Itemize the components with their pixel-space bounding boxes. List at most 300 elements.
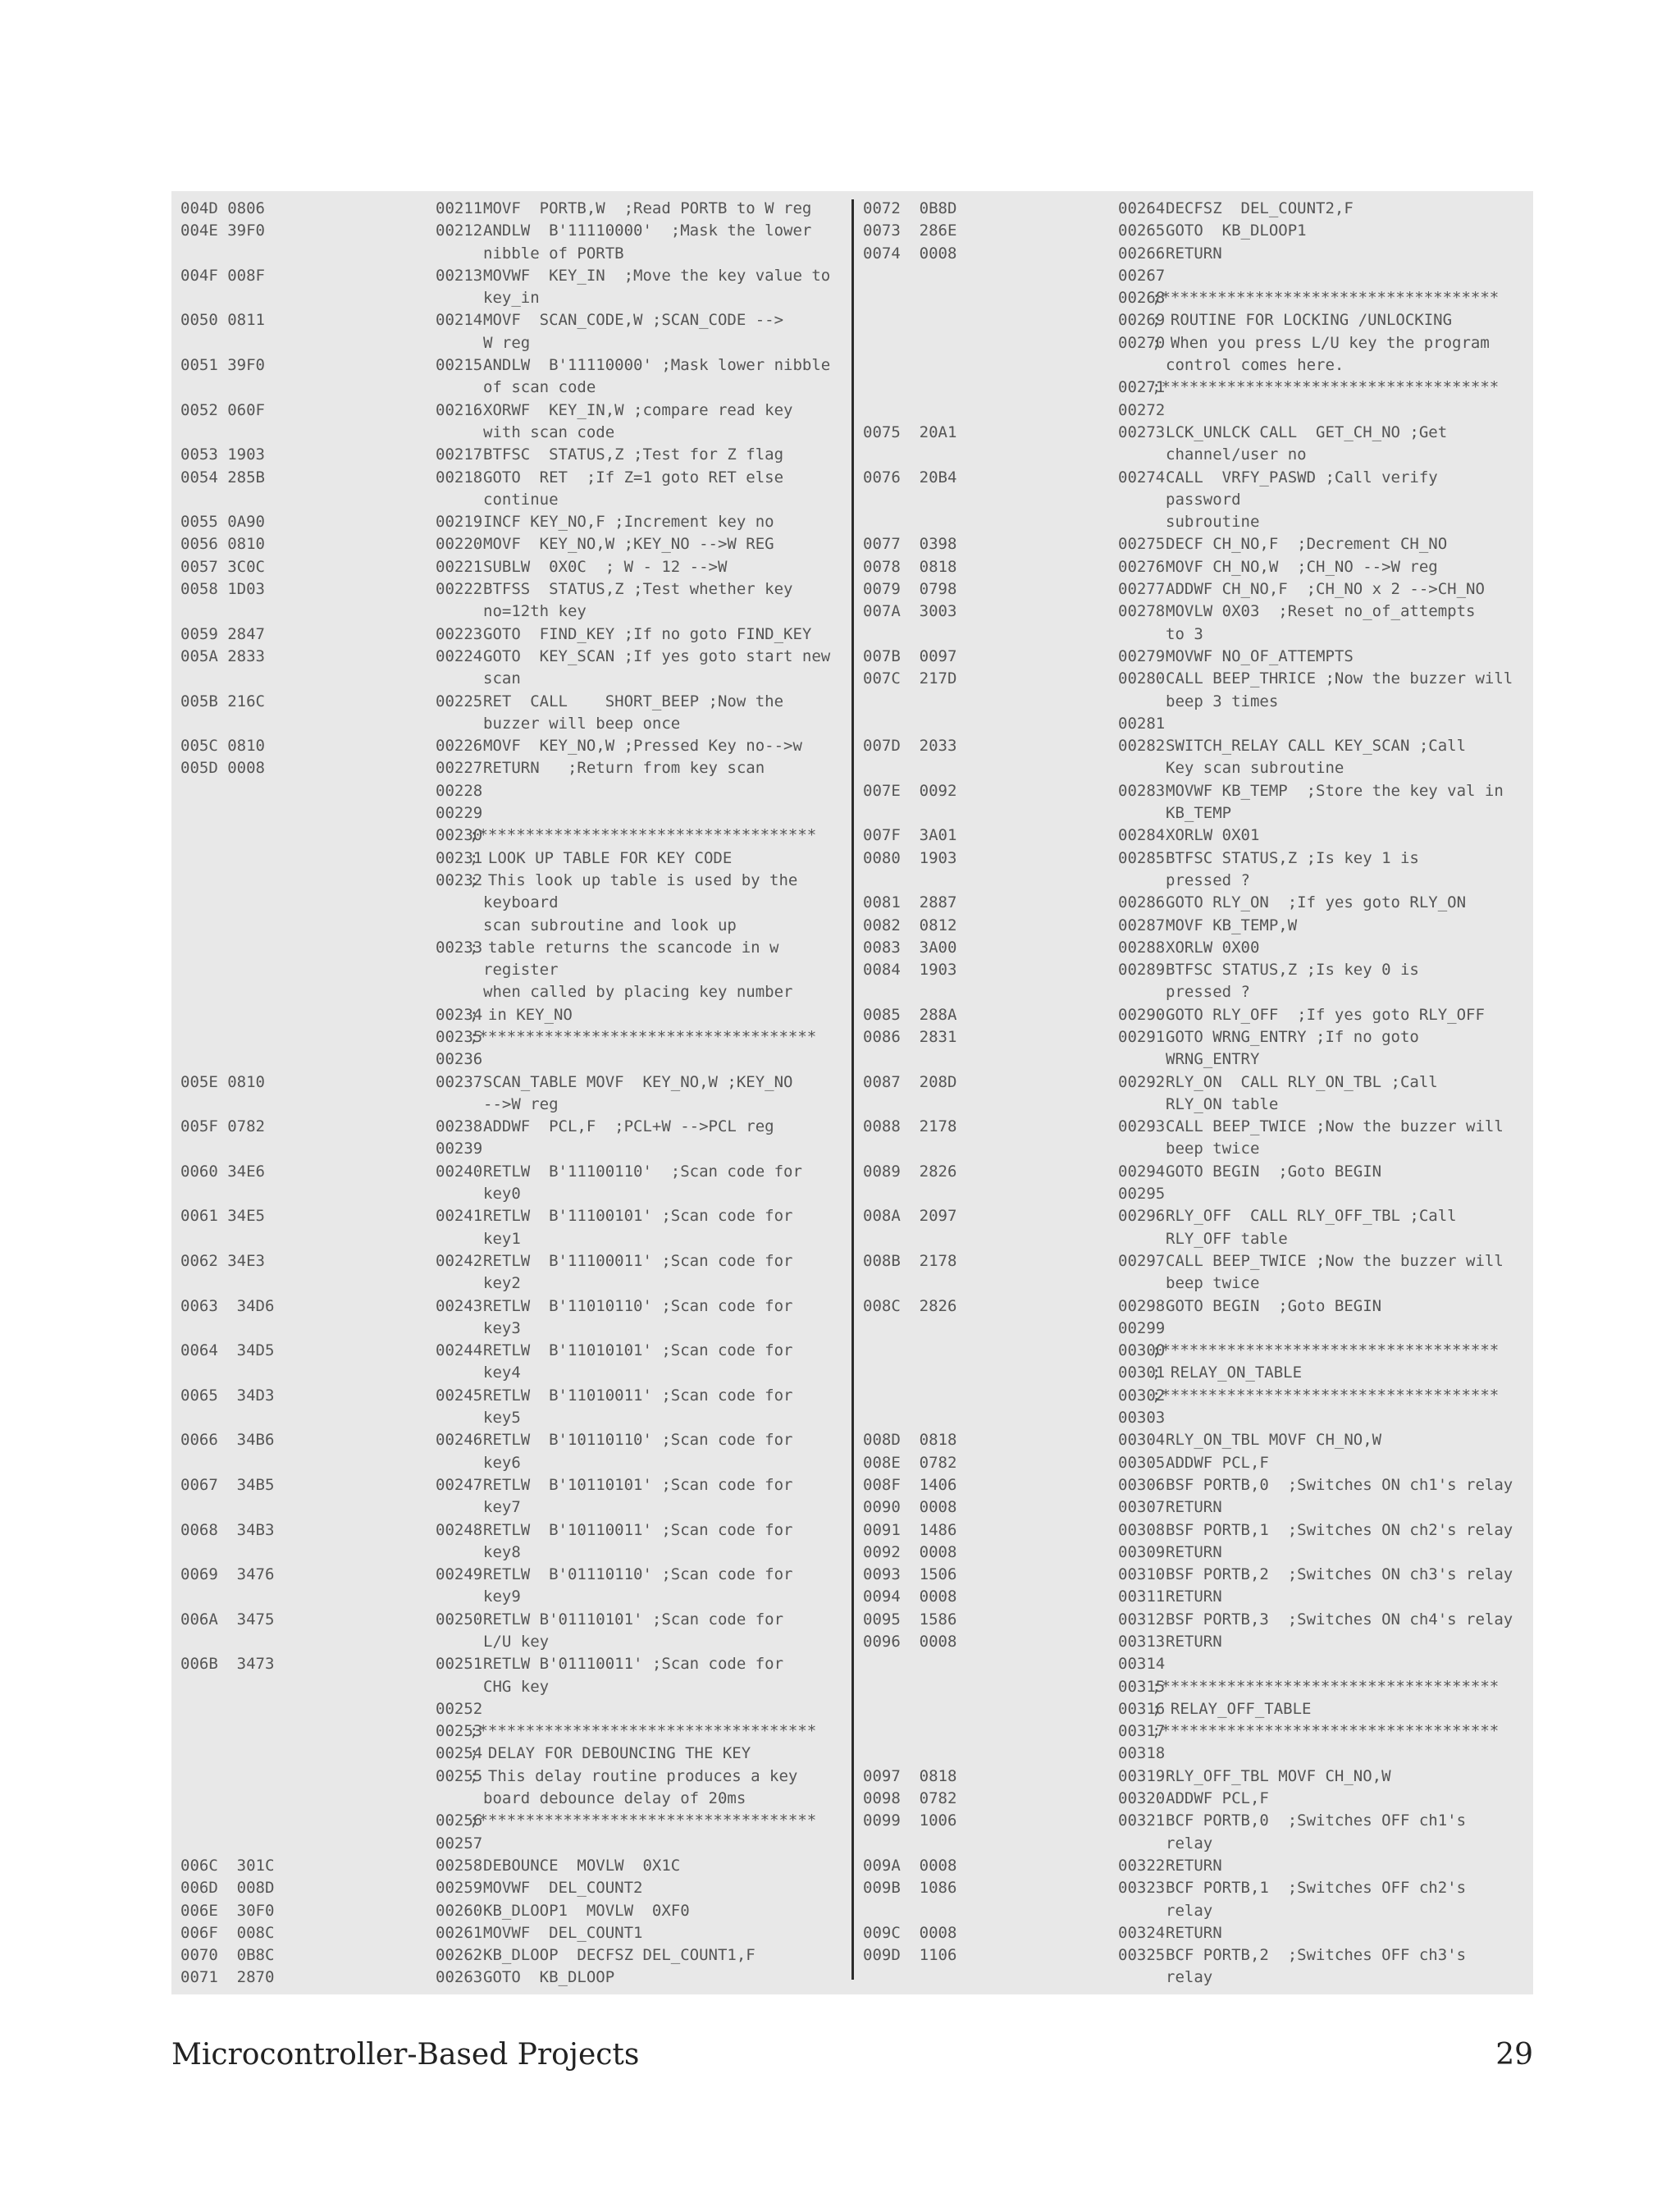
listing-row xyxy=(171,1586,851,1608)
address-cell: 006B 3473 xyxy=(180,1655,275,1674)
source-cell: of scan code xyxy=(483,378,596,397)
source-cell: GOTO RLY_OFF ;If yes goto RLY_OFF xyxy=(1166,1005,1485,1024)
source-cell: MOVF KEY_NO,W ;KEY_NO -->W REG xyxy=(483,535,774,554)
listing-row xyxy=(854,937,1533,959)
source-cell: RLY_ON table xyxy=(1166,1094,1279,1113)
source-cell: SWITCH_RELAY CALL KEY_SCAN ;Call xyxy=(1166,737,1467,756)
source-cell: BCF PORTB,0 ;Switches OFF ch1's xyxy=(1166,1811,1467,1830)
listing-row xyxy=(854,400,1533,422)
source-cell: MOVF KB_TEMP,W xyxy=(1166,916,1298,934)
listing-row xyxy=(854,1788,1533,1810)
listing-row xyxy=(171,757,851,779)
address-cell: 0066 34B6 xyxy=(180,1431,275,1450)
line-number-cell: 00231 xyxy=(436,848,483,867)
address-cell: 005F 0782 xyxy=(180,1117,265,1136)
line-number-cell: 00225 xyxy=(436,692,483,710)
listing-row xyxy=(171,1855,851,1877)
source-cell: RETURN xyxy=(1166,1633,1222,1651)
line-number-cell: 00291 xyxy=(1118,1027,1166,1046)
source-cell: RLY_OFF CALL RLY_OFF_TBL ;Call xyxy=(1166,1207,1457,1226)
source-cell: MOVWF NO_OF_ATTEMPTS xyxy=(1166,646,1354,665)
listing-row xyxy=(854,1116,1533,1138)
listing-row xyxy=(171,847,851,870)
listing-row xyxy=(171,870,851,892)
source-cell: DECF CH_NO,F ;Decrement CH_NO xyxy=(1166,535,1448,554)
line-number-cell: 00230 xyxy=(436,826,483,845)
source-cell: ; ROUTINE FOR LOCKING /UNLOCKING xyxy=(1152,311,1453,330)
address-cell: 006C 301C xyxy=(180,1856,275,1875)
source-cell: RETLW B'01110101' ;Scan code for xyxy=(483,1610,784,1629)
line-number-cell: 00247 xyxy=(436,1475,483,1494)
listing-row xyxy=(854,1496,1533,1519)
listing-row xyxy=(171,1295,851,1318)
listing-row xyxy=(171,624,851,646)
source-cell: GOTO KB_DLOOP1 xyxy=(1166,222,1307,240)
address-cell: 0061 34E5 xyxy=(180,1207,265,1226)
source-cell: continue xyxy=(483,490,559,509)
address-cell: 006E 30F0 xyxy=(180,1901,275,1920)
line-number-cell: 00235 xyxy=(436,1027,483,1046)
listing-row xyxy=(171,198,851,220)
address-cell: 0073 286E xyxy=(863,222,957,240)
line-number-cell: 00320 xyxy=(1118,1789,1166,1808)
listing-row xyxy=(854,1295,1533,1318)
listing-row xyxy=(171,1631,851,1653)
line-number-cell: 00322 xyxy=(1118,1856,1166,1875)
line-number-cell: 00253 xyxy=(436,1722,483,1741)
source-cell: MOVWF KB_TEMP ;Store the key val in xyxy=(1166,781,1504,800)
line-number-cell: 00283 xyxy=(1118,781,1166,800)
source-cell: BSF PORTB,3 ;Switches ON ch4's relay xyxy=(1166,1610,1513,1629)
source-cell: RETLW B'11010101' ;Scan code for xyxy=(483,1341,793,1360)
line-number-cell: 00306 xyxy=(1118,1475,1166,1494)
source-cell: DEBOUNCE MOVLW 0X1C xyxy=(483,1856,681,1875)
source-cell: ;************************************ xyxy=(1152,1341,1500,1360)
listing-row xyxy=(854,1452,1533,1474)
listing-row xyxy=(171,915,851,937)
listing-row xyxy=(854,1855,1533,1877)
listing-row xyxy=(854,1519,1533,1542)
listing-row xyxy=(171,1496,851,1519)
source-cell: BSF PORTB,2 ;Switches ON ch3's relay xyxy=(1166,1565,1513,1584)
line-number-cell: 00223 xyxy=(436,624,483,643)
address-cell: 0080 1903 xyxy=(863,848,957,867)
source-cell: RETURN ;Return from key scan xyxy=(483,759,765,778)
source-cell: XORLW 0X01 xyxy=(1166,826,1260,845)
listing-row xyxy=(171,668,851,690)
source-cell: ;************************************ xyxy=(1152,1722,1500,1741)
listing-row xyxy=(854,825,1533,847)
listing-row xyxy=(854,1183,1533,1205)
source-cell: Key scan subroutine xyxy=(1166,759,1344,778)
address-cell: 006F 008C xyxy=(180,1923,275,1942)
listing-row xyxy=(854,220,1533,242)
line-number-cell: 00323 xyxy=(1118,1879,1166,1898)
line-number-cell: 00275 xyxy=(1118,535,1166,554)
listing-row xyxy=(854,1205,1533,1227)
line-number-cell: 00309 xyxy=(1118,1542,1166,1561)
listing-row xyxy=(171,1474,851,1496)
source-cell: KB_DLOOP DECFSZ DEL_COUNT1,F xyxy=(483,1946,756,1965)
address-cell: 009B 1086 xyxy=(863,1879,957,1898)
line-number-cell: 00310 xyxy=(1118,1565,1166,1584)
source-cell: key5 xyxy=(483,1409,521,1428)
listing-row xyxy=(854,959,1533,981)
listing-row xyxy=(854,1429,1533,1451)
source-cell: key4 xyxy=(483,1364,521,1382)
line-number-cell: 00301 xyxy=(1118,1364,1166,1382)
source-cell: CALL BEEP_THRICE ;Now the buzzer will xyxy=(1166,669,1513,688)
source-cell: GOTO RET ;If Z=1 goto RET else xyxy=(483,468,784,487)
line-number-cell: 00315 xyxy=(1118,1677,1166,1696)
line-number-cell: 00324 xyxy=(1118,1923,1166,1942)
line-number-cell: 00270 xyxy=(1118,333,1166,352)
line-number-cell: 00248 xyxy=(436,1520,483,1539)
listing-row xyxy=(171,892,851,914)
address-cell: 007E 0092 xyxy=(863,781,957,800)
address-cell: 005C 0810 xyxy=(180,737,265,756)
listing-row xyxy=(171,1609,851,1631)
source-cell: CHG key xyxy=(483,1677,550,1696)
source-cell: no=12th key xyxy=(483,602,587,621)
source-cell: ; DELAY FOR DEBOUNCING THE KEY xyxy=(469,1744,751,1763)
listing-row xyxy=(171,578,851,601)
source-cell: subroutine xyxy=(1166,513,1260,532)
listing-row xyxy=(854,578,1533,601)
address-cell: 0099 1006 xyxy=(863,1811,957,1830)
address-cell: 0052 060F xyxy=(180,400,265,419)
line-number-cell: 00286 xyxy=(1118,893,1166,912)
listing-row xyxy=(171,1922,851,1944)
address-cell: 0065 34D3 xyxy=(180,1386,275,1405)
source-cell: register xyxy=(483,961,559,980)
source-cell: BTFSC STATUS,Z ;Test for Z flag xyxy=(483,445,784,464)
listing-row xyxy=(854,1474,1533,1496)
listing-row xyxy=(171,1385,851,1407)
listing-row xyxy=(854,1922,1533,1944)
address-cell: 0064 34D5 xyxy=(180,1341,275,1360)
line-number-cell: 00321 xyxy=(1118,1811,1166,1830)
address-cell: 0096 0008 xyxy=(863,1633,957,1651)
source-cell: BSF PORTB,1 ;Switches ON ch2's relay xyxy=(1166,1520,1513,1539)
right-rows xyxy=(854,198,1533,1990)
listing-row xyxy=(171,400,851,422)
listing-row xyxy=(171,1900,851,1922)
listing-row xyxy=(854,892,1533,914)
line-number-cell: 00272 xyxy=(1118,400,1166,419)
listing-row xyxy=(171,1429,851,1451)
listing-row xyxy=(854,1676,1533,1698)
listing-row xyxy=(854,668,1533,690)
listing-right-column xyxy=(854,191,1533,1994)
address-cell: 0088 2178 xyxy=(863,1117,957,1136)
listing-row xyxy=(171,1094,851,1116)
listing-row xyxy=(171,825,851,847)
listing-row xyxy=(854,1720,1533,1743)
listing-row xyxy=(171,1340,851,1362)
address-cell: 0090 0008 xyxy=(863,1498,957,1517)
line-number-cell: 00298 xyxy=(1118,1296,1166,1315)
address-cell: 0055 0A90 xyxy=(180,513,265,532)
listing-row xyxy=(171,1743,851,1765)
source-cell: ; This delay routine produces a key xyxy=(469,1766,798,1785)
listing-row xyxy=(854,915,1533,937)
listing-row xyxy=(171,713,851,735)
line-number-cell: 00307 xyxy=(1118,1498,1166,1517)
address-cell: 0098 0782 xyxy=(863,1789,957,1808)
source-cell: ; This look up table is used by the xyxy=(469,870,798,889)
listing-row xyxy=(171,1833,851,1855)
address-cell: 004D 0806 xyxy=(180,199,265,217)
source-cell: RETLW B'10110101' ;Scan code for xyxy=(483,1475,793,1494)
source-cell: RETLW B'01110011' ;Scan code for xyxy=(483,1655,784,1674)
source-cell: RETLW B'01110110' ;Scan code for xyxy=(483,1565,793,1584)
address-cell: 0053 1903 xyxy=(180,445,265,464)
line-number-cell: 00273 xyxy=(1118,423,1166,441)
source-cell: ;************************************ xyxy=(469,826,817,845)
address-cell: 0072 0B8D xyxy=(863,199,957,217)
line-number-cell: 00299 xyxy=(1118,1318,1166,1337)
source-cell: BSF PORTB,0 ;Switches ON ch1's relay xyxy=(1166,1475,1513,1494)
listing-row xyxy=(854,802,1533,825)
source-cell: to 3 xyxy=(1166,624,1203,643)
line-number-cell: 00292 xyxy=(1118,1072,1166,1091)
line-number-cell: 00282 xyxy=(1118,737,1166,756)
listing-row xyxy=(171,1653,851,1675)
line-number-cell: 00287 xyxy=(1118,916,1166,934)
listing-row xyxy=(854,1944,1533,1967)
source-cell: channel/user no xyxy=(1166,445,1307,464)
source-cell: RLY_ON CALL RLY_ON_TBL ;Call xyxy=(1166,1072,1438,1091)
code-listing-panel xyxy=(171,191,1533,1994)
source-cell: RETLW B'11010011' ;Scan code for xyxy=(483,1386,793,1405)
listing-row xyxy=(854,354,1533,377)
line-number-cell: 00305 xyxy=(1118,1453,1166,1472)
line-number-cell: 00263 xyxy=(436,1968,483,1987)
source-cell: password xyxy=(1166,490,1241,509)
listing-row xyxy=(171,1048,851,1071)
source-cell: GOTO BEGIN ;Goto BEGIN xyxy=(1166,1162,1382,1181)
listing-row xyxy=(171,332,851,354)
source-cell: MOVF CH_NO,W ;CH_NO -->W reg xyxy=(1166,557,1438,576)
listing-row xyxy=(171,780,851,802)
source-cell: MOVF KEY_NO,W ;Pressed Key no-->w xyxy=(483,737,802,756)
source-cell: GOTO KB_DLOOP xyxy=(483,1968,615,1987)
source-cell: WRNG_ENTRY xyxy=(1166,1050,1260,1069)
address-cell: 0094 0008 xyxy=(863,1588,957,1606)
source-cell: RETURN xyxy=(1166,1542,1222,1561)
listing-row xyxy=(854,1833,1533,1855)
address-cell: 0095 1586 xyxy=(863,1610,957,1629)
source-cell: BTFSC STATUS,Z ;Is key 0 is xyxy=(1166,961,1419,980)
line-number-cell: 00232 xyxy=(436,870,483,889)
line-number-cell: 00271 xyxy=(1118,378,1166,397)
line-number-cell: 00300 xyxy=(1118,1341,1166,1360)
line-number-cell: 00297 xyxy=(1118,1251,1166,1270)
listing-row xyxy=(171,735,851,757)
line-number-cell: 00249 xyxy=(436,1565,483,1584)
source-cell: relay xyxy=(1166,1968,1213,1987)
source-cell: ; RELAY_OFF_TABLE xyxy=(1152,1699,1312,1718)
listing-row xyxy=(171,243,851,265)
listing-row xyxy=(854,243,1533,265)
source-cell: ; table returns the scancode in w xyxy=(469,938,779,957)
line-number-cell: 00234 xyxy=(436,1005,483,1024)
listing-row xyxy=(854,1362,1533,1384)
address-cell: 008B 2178 xyxy=(863,1251,957,1270)
listing-row xyxy=(171,937,851,959)
listing-row xyxy=(854,265,1533,287)
line-number-cell: 00241 xyxy=(436,1207,483,1226)
listing-row xyxy=(171,1788,851,1810)
line-number-cell: 00226 xyxy=(436,737,483,756)
line-number-cell: 00259 xyxy=(436,1879,483,1898)
address-cell: 006A 3475 xyxy=(180,1610,275,1629)
listing-row xyxy=(171,1116,851,1138)
address-cell: 007A 3003 xyxy=(863,602,957,621)
source-cell: GOTO BEGIN ;Goto BEGIN xyxy=(1166,1296,1382,1315)
source-cell: beep 3 times xyxy=(1166,692,1279,710)
listing-row xyxy=(854,511,1533,533)
line-number-cell: 00311 xyxy=(1118,1588,1166,1606)
source-cell: ; When you press L/U key the program xyxy=(1152,333,1490,352)
line-number-cell: 00276 xyxy=(1118,557,1166,576)
address-cell: 004E 39F0 xyxy=(180,222,265,240)
source-cell: ;************************************ xyxy=(1152,378,1500,397)
line-number-cell: 00250 xyxy=(436,1610,483,1629)
address-cell: 0070 0B8C xyxy=(180,1946,275,1965)
source-cell: ; in KEY_NO xyxy=(469,1005,573,1024)
source-cell: pressed ? xyxy=(1166,983,1250,1002)
line-number-cell: 00274 xyxy=(1118,468,1166,487)
listing-row xyxy=(854,1071,1533,1094)
listing-row xyxy=(171,1026,851,1048)
left-rows xyxy=(171,198,851,1990)
listing-row xyxy=(171,533,851,555)
source-cell: ;************************************ xyxy=(1152,1677,1500,1696)
source-cell: MOVF PORTB,W ;Read PORTB to W reg xyxy=(483,199,812,217)
source-cell: CALL BEEP_TWICE ;Now the buzzer will xyxy=(1166,1117,1504,1136)
listing-row xyxy=(854,1564,1533,1586)
address-cell: 0063 34D6 xyxy=(180,1296,275,1315)
line-number-cell: 00219 xyxy=(436,513,483,532)
source-cell: RLY_ON_TBL MOVF CH_NO,W xyxy=(1166,1431,1382,1450)
line-number-cell: 00213 xyxy=(436,266,483,285)
listing-row xyxy=(171,287,851,309)
line-number-cell: 00211 xyxy=(436,199,483,217)
line-number-cell: 00267 xyxy=(1118,266,1166,285)
listing-row xyxy=(171,1698,851,1720)
listing-row xyxy=(171,1250,851,1272)
listing-row xyxy=(171,377,851,399)
listing-row xyxy=(171,1564,851,1586)
address-cell: 005B 216C xyxy=(180,692,265,710)
listing-row xyxy=(171,444,851,466)
listing-row xyxy=(854,713,1533,735)
line-number-cell: 00224 xyxy=(436,646,483,665)
source-cell: key6 xyxy=(483,1453,521,1472)
source-cell: RLY_OFF table xyxy=(1166,1229,1288,1248)
listing-row xyxy=(171,1452,851,1474)
line-number-cell: 00239 xyxy=(436,1140,483,1158)
listing-row xyxy=(171,556,851,578)
line-number-cell: 00258 xyxy=(436,1856,483,1875)
address-cell: 005A 2833 xyxy=(180,646,265,665)
line-number-cell: 00281 xyxy=(1118,714,1166,733)
line-number-cell: 00285 xyxy=(1118,848,1166,867)
source-cell: relay xyxy=(1166,1834,1213,1853)
source-cell: ADDWF PCL,F xyxy=(1166,1789,1269,1808)
listing-row xyxy=(854,467,1533,489)
listing-left-column xyxy=(171,191,851,1994)
source-cell: ; RELAY_ON_TABLE xyxy=(1152,1364,1303,1382)
address-cell: 0091 1486 xyxy=(863,1520,957,1539)
listing-row xyxy=(854,332,1533,354)
listing-row xyxy=(854,444,1533,466)
address-cell: 0057 3C0C xyxy=(180,557,265,576)
address-cell: 008F 1406 xyxy=(863,1475,957,1494)
line-number-cell: 00277 xyxy=(1118,580,1166,599)
address-cell: 0093 1506 xyxy=(863,1565,957,1584)
listing-row xyxy=(171,422,851,444)
listing-row xyxy=(171,1138,851,1160)
listing-row xyxy=(854,1586,1533,1608)
address-cell: 0097 0818 xyxy=(863,1766,957,1785)
line-number-cell: 00227 xyxy=(436,759,483,778)
listing-row xyxy=(854,757,1533,779)
source-cell: ;************************************ xyxy=(1152,289,1500,308)
line-number-cell: 00214 xyxy=(436,311,483,330)
source-cell: XORWF KEY_IN,W ;compare read key xyxy=(483,400,793,419)
listing-row xyxy=(854,489,1533,511)
line-number-cell: 00244 xyxy=(436,1341,483,1360)
source-cell: RETLW B'11100101' ;Scan code for xyxy=(483,1207,793,1226)
source-cell: control comes here. xyxy=(1166,356,1344,375)
source-cell: RETURN xyxy=(1166,1498,1222,1517)
source-cell: RETURN xyxy=(1166,1856,1222,1875)
source-cell: LCK_UNLCK CALL GET_CH_NO ;Get xyxy=(1166,423,1448,441)
listing-row xyxy=(171,467,851,489)
source-cell: MOVWF KEY_IN ;Move the key value to xyxy=(483,266,831,285)
address-cell: 0069 3476 xyxy=(180,1565,275,1584)
listing-row xyxy=(854,533,1533,555)
source-cell: key8 xyxy=(483,1542,521,1561)
address-cell: 0086 2831 xyxy=(863,1027,957,1046)
line-number-cell: 00221 xyxy=(436,557,483,576)
line-number-cell: 00243 xyxy=(436,1296,483,1315)
line-number-cell: 00296 xyxy=(1118,1207,1166,1226)
source-cell: key1 xyxy=(483,1229,521,1248)
line-number-cell: 00245 xyxy=(436,1386,483,1405)
source-cell: DECFSZ DEL_COUNT2,F xyxy=(1166,199,1354,217)
line-number-cell: 00216 xyxy=(436,400,483,419)
address-cell: 0075 20A1 xyxy=(863,423,957,441)
address-cell: 0068 34B3 xyxy=(180,1520,275,1539)
listing-row xyxy=(171,1766,851,1788)
listing-row xyxy=(854,1609,1533,1631)
listing-row xyxy=(171,1720,851,1743)
listing-row xyxy=(171,265,851,287)
source-cell: CALL VRFY_PASWD ;Call verify xyxy=(1166,468,1438,487)
address-cell: 0089 2826 xyxy=(863,1162,957,1181)
address-cell: 005D 0008 xyxy=(180,759,265,778)
line-number-cell: 00268 xyxy=(1118,289,1166,308)
source-cell: ; LOOK UP TABLE FOR KEY CODE xyxy=(469,848,733,867)
address-cell: 0054 285B xyxy=(180,468,265,487)
listing-row xyxy=(171,1877,851,1899)
listing-row xyxy=(171,691,851,713)
line-number-cell: 00217 xyxy=(436,445,483,464)
